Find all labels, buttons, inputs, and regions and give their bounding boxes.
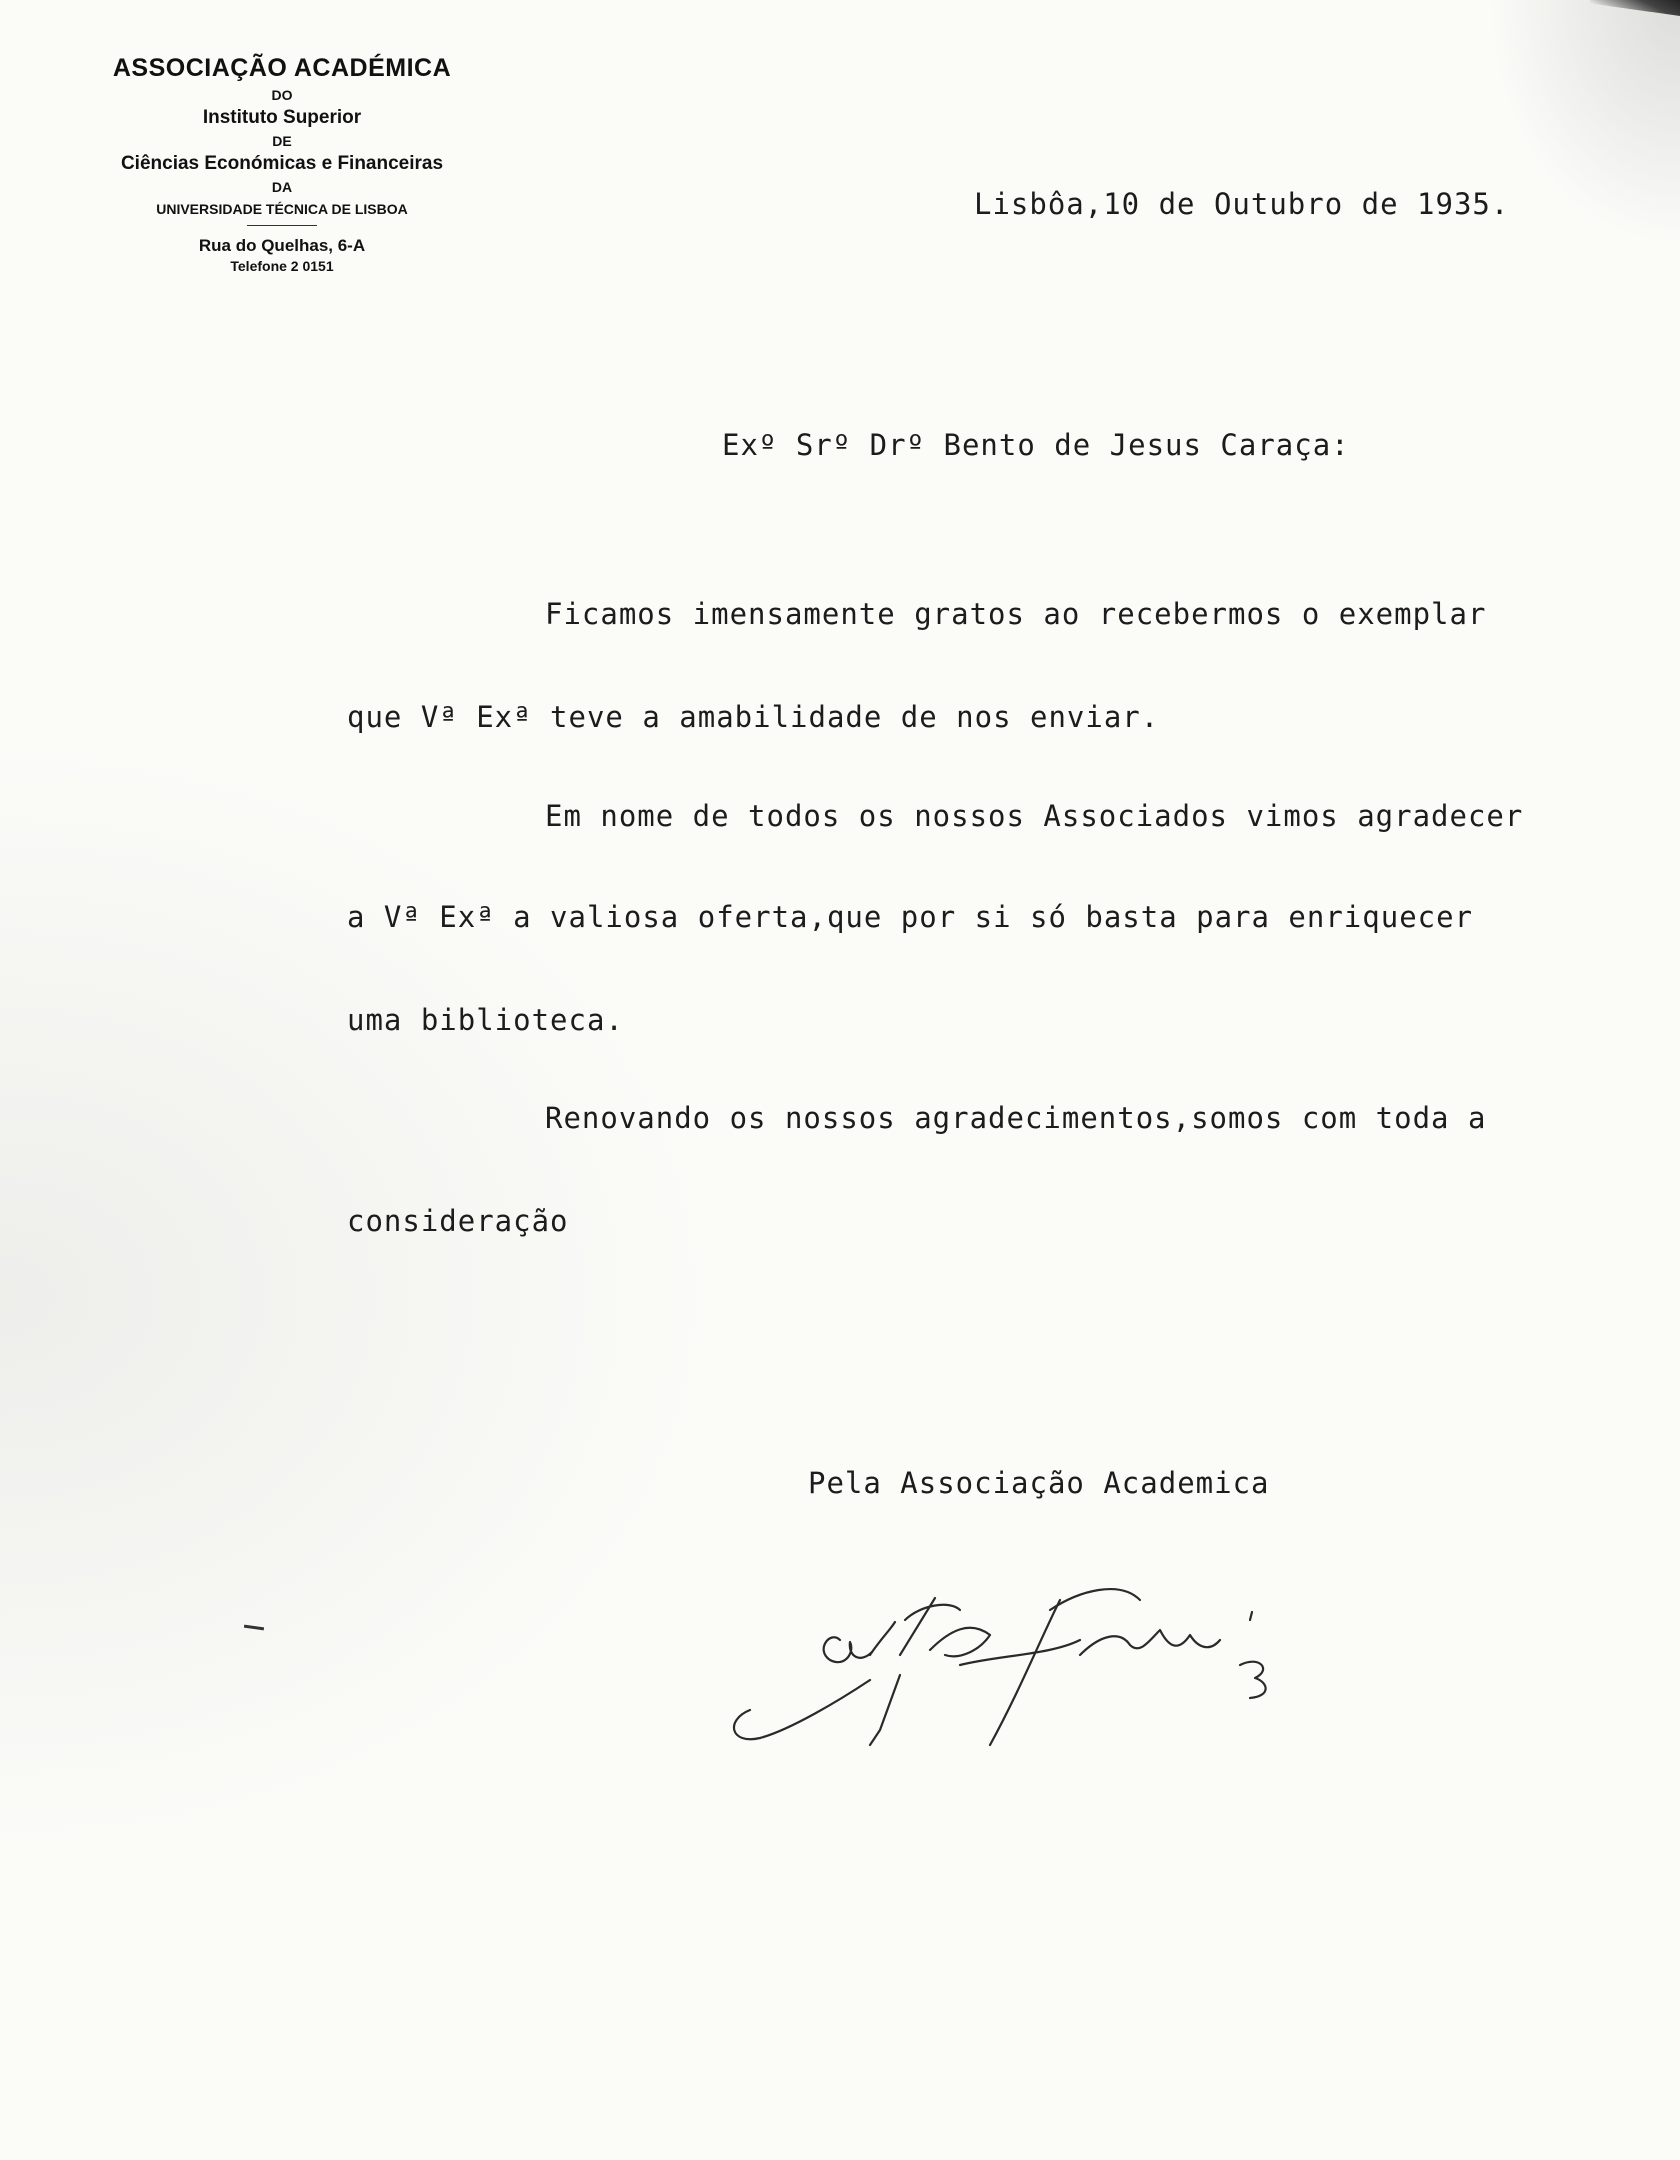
letterhead-do: DO [271,87,293,103]
letterhead [62,54,502,276]
handwritten-signature-icon [720,1560,1360,1760]
scan-corner-shadow [1590,0,1680,16]
body-line: consideração [347,1204,569,1238]
body-line: Renovando os nossos agradecimentos,somos com toda a [545,1101,1487,1135]
letterhead-address: Rua do Quelhas, 6-A [198,236,366,255]
letterhead-org: ASSOCIAÇÃO ACADÉMICA [112,54,452,82]
letterhead-phone: Telefone 2 0151 [230,258,334,274]
ink-speck [244,1625,264,1631]
letter-salutation: Exº Srº Drº Bento de Jesus Caraça: [722,428,1350,462]
letter-date: Lisbôa,10 de Outubro de 1935. [974,187,1510,221]
letterhead-divider [247,225,317,226]
body-line: que Vª Exª teve a amabilidade de nos enviar. [347,700,1160,734]
letterhead-da: DA [271,179,293,195]
letterhead-institute: Instituto Superior [202,107,362,128]
body-line: Ficamos imensamente gratos ao recebermos o exemplar [545,597,1487,631]
letterhead-de: DE [272,133,292,149]
letter-closing: Pela Associação Academica [808,1466,1270,1500]
body-line: Em nome de todos os nossos Associados vimos agradecer [545,799,1524,833]
letterhead-university: UNIVERSIDADE TÉCNICA DE LISBOA [156,201,408,217]
letterhead-sciences: Ciências Económicas e Financeiras [120,153,444,174]
body-line: a Vª Exª a valiosa oferta,que por si só basta para enriquecer [347,900,1474,934]
body-line: uma biblioteca. [347,1003,624,1037]
